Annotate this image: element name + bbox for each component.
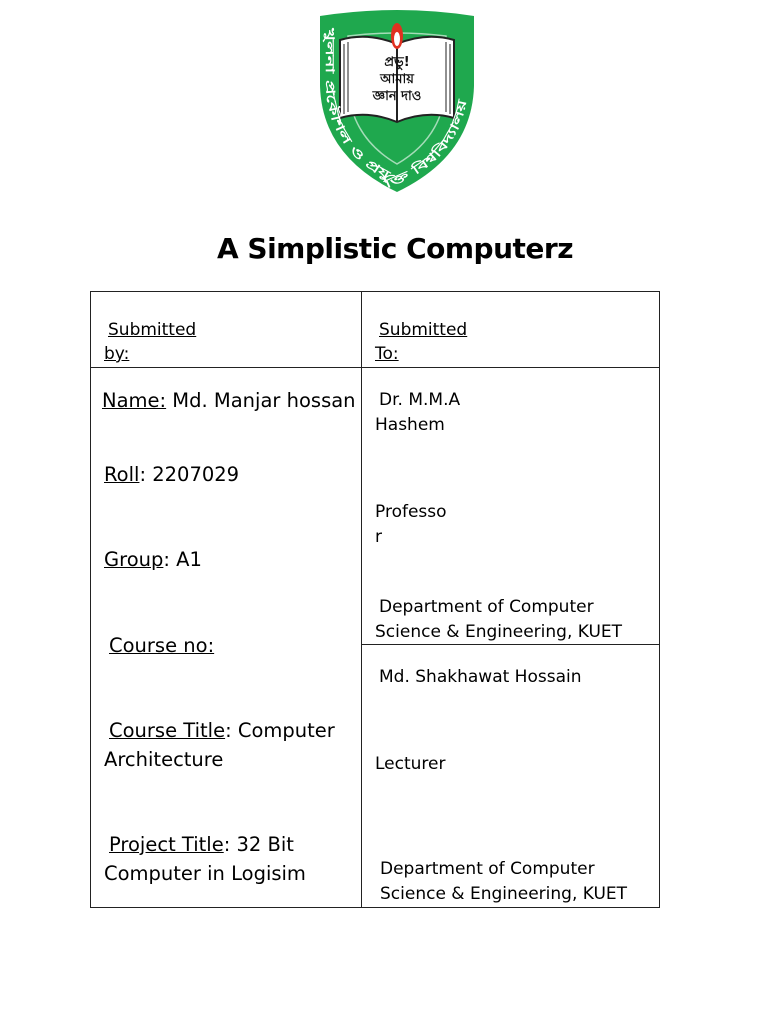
course-no-label: Course no: [109,634,215,657]
teacher1-department [375,595,622,645]
submitted-to-header [375,318,467,366]
table-border-right [659,291,660,908]
teacher1-name [375,388,460,438]
project-title-value-line2: Computer in Logisim [104,862,306,885]
student-group [104,545,202,574]
teacher2-department [380,857,627,907]
table-header-divider [90,367,660,368]
teacher1-designation [375,500,447,550]
project-title-value-line1: : 32 Bit [223,833,294,856]
teacher1-name-line2: Hashem [375,415,445,435]
submitted-to-label-line1: Submitted [379,320,468,340]
table-border-left [90,291,91,908]
document-title: A Simplistic Computerz [216,232,573,265]
teacher1-designation-line1: Professo [375,502,447,522]
motto-line-3: জ্ঞান দাও [372,89,422,104]
teacher1-name-line1: Dr. M.M.A [379,390,461,410]
table-border-top [90,291,660,292]
table-column-divider [361,291,362,908]
teacher1-dept-line1: Department of Computer [379,597,594,617]
course-title-value-line1: : Computer [225,719,335,742]
group-value: : A1 [163,548,202,571]
course-title-value-line2: Architecture [104,748,224,771]
submitted-to-label-line2: To: [375,344,399,364]
project-title [104,830,306,888]
roll-value: : 2207029 [139,463,240,486]
submitted-by-label-line2: by: [104,344,130,364]
teacher2-dept-line1: Department of Computer [380,859,595,879]
teacher1-dept-line2: Science & Engineering, KUET [375,622,623,642]
project-title-label: Project Title [109,833,224,856]
teacher2-name: Md. Shakhawat Hossain [379,667,582,687]
course-title [104,716,335,774]
student-roll [104,460,239,489]
submitted-by-label-line1: Submitted [108,320,197,340]
university-name-ring: খুলনা প্রকৌশল ও প্রযুক্তি বিশ্ববিদ্যালয় [322,28,469,192]
name-value: Md. Manjar hossan [166,389,356,412]
name-label: Name: [102,389,167,412]
university-logo [312,6,482,196]
group-label: Group [104,548,164,571]
teacher2-designation: Lecturer [375,754,446,774]
roll-label: Roll [104,463,140,486]
submitted-by-header [104,318,196,366]
motto-line-1: প্রভু! [384,55,410,70]
motto-line-2: আমায় [380,72,414,87]
course-no [104,631,214,660]
table-border-bottom [90,907,660,908]
flame-icon [391,23,403,49]
student-name [102,386,356,415]
teacher2-dept-line2: Science & Engineering, KUET [380,884,628,904]
course-title-label: Course Title [109,719,226,742]
teacher1-designation-line2: r [375,527,382,547]
